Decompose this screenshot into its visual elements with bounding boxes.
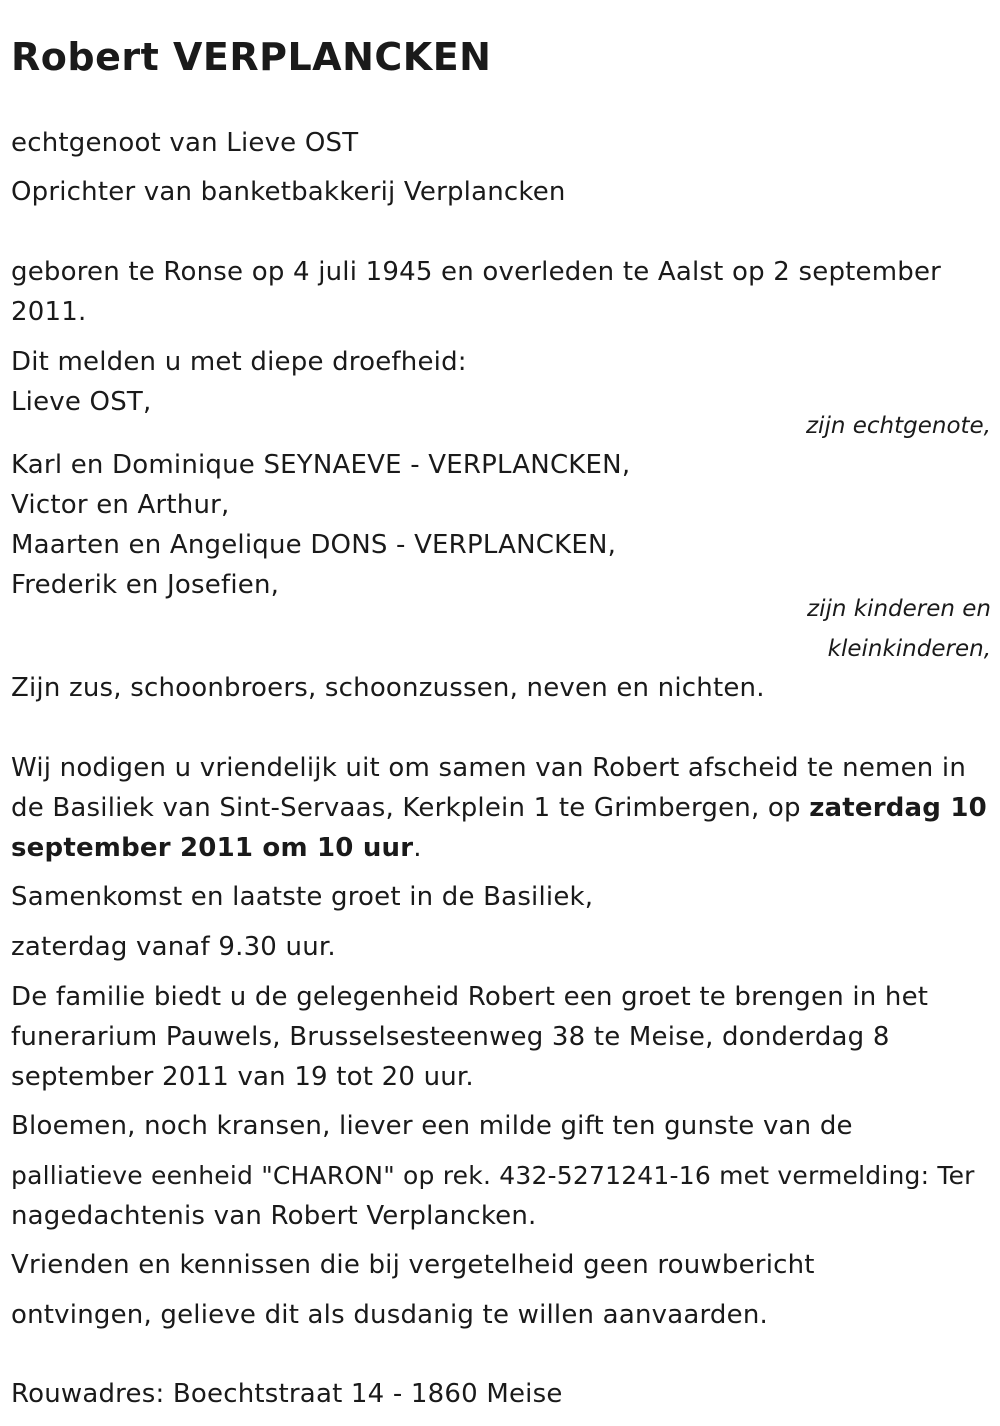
founder-line: Oprichter van banketbakkerij Verplancken bbox=[11, 177, 566, 207]
birth-death-line-2: 2011. bbox=[11, 297, 87, 327]
child-line-4: Frederik en Josefien, bbox=[11, 570, 280, 600]
flowers-line-1: Bloemen, noch kransen, liever een milde gift ten gunste van de bbox=[11, 1111, 853, 1141]
funeral-home-line-1: De familie biedt u de gelegenheid Robert een groet te brengen in het bbox=[11, 982, 929, 1012]
spouse-role: zijn echtgenote, bbox=[805, 413, 991, 439]
announce-intro: Dit melden u met diepe droefheid: bbox=[11, 347, 467, 377]
flowers-line-3: nagedachtenis van Robert Verplancken. bbox=[11, 1201, 537, 1231]
children-role-line-2: kleinkinderen, bbox=[827, 636, 991, 662]
friends-line-2: ontvingen, gelieve dit als dusdanig te willen aanvaarden. bbox=[11, 1300, 768, 1330]
gathering-line-2: zaterdag vanaf 9.30 uur. bbox=[11, 932, 336, 962]
invite-date-part-1: zaterdag 10 bbox=[809, 793, 987, 823]
funeral-home-line-3: september 2011 van 19 tot 20 uur. bbox=[11, 1062, 474, 1092]
children-role-line-1: zijn kinderen en bbox=[807, 596, 991, 622]
deceased-name: Robert VERPLANCKEN bbox=[11, 35, 492, 79]
spouse-name: Lieve OST, bbox=[11, 387, 152, 417]
child-line-1: Karl en Dominique SEYNAEVE - VERPLANCKEN, bbox=[11, 450, 631, 480]
invite-line-2 bbox=[11, 788, 987, 828]
invite-date-part-2: september 2011 om 10 uur bbox=[11, 833, 414, 863]
funeral-home-line-2: funerarium Pauwels, Brusselsesteenweg 38 te Meise, donderdag 8 bbox=[11, 1022, 890, 1052]
child-line-3: Maarten en Angelique DONS - VERPLANCKEN, bbox=[11, 530, 617, 560]
flowers-line-2: palliatieve eenheid "CHARON" op rek. 432-5271241-16 met vermelding: Ter bbox=[11, 1161, 975, 1190]
invite-line-2-text: de Basiliek van Sint-Servaas, Kerkplein 1 te Grimbergen, op bbox=[11, 793, 810, 823]
invite-line-3-text: . bbox=[413, 833, 422, 863]
child-line-2: Victor en Arthur, bbox=[11, 490, 230, 520]
friends-line-1: Vrienden en kennissen die bij vergetelheid geen rouwbericht bbox=[11, 1250, 815, 1280]
gathering-line-1: Samenkomst en laatste groet in de Basiliek, bbox=[11, 882, 594, 912]
family-line: Zijn zus, schoonbroers, schoonzussen, neven en nichten. bbox=[11, 673, 765, 703]
spouse-line: echtgenoot van Lieve OST bbox=[11, 128, 359, 158]
birth-death-line-1: geboren te Ronse op 4 juli 1945 en overleden te Aalst op 2 september bbox=[11, 257, 942, 287]
invite-line-1: Wij nodigen u vriendelijk uit om samen van Robert afscheid te nemen in bbox=[11, 753, 967, 783]
invite-line-3 bbox=[11, 828, 422, 868]
mourning-address: Rouwadres: Boechtstraat 14 - 1860 Meise bbox=[11, 1379, 563, 1409]
